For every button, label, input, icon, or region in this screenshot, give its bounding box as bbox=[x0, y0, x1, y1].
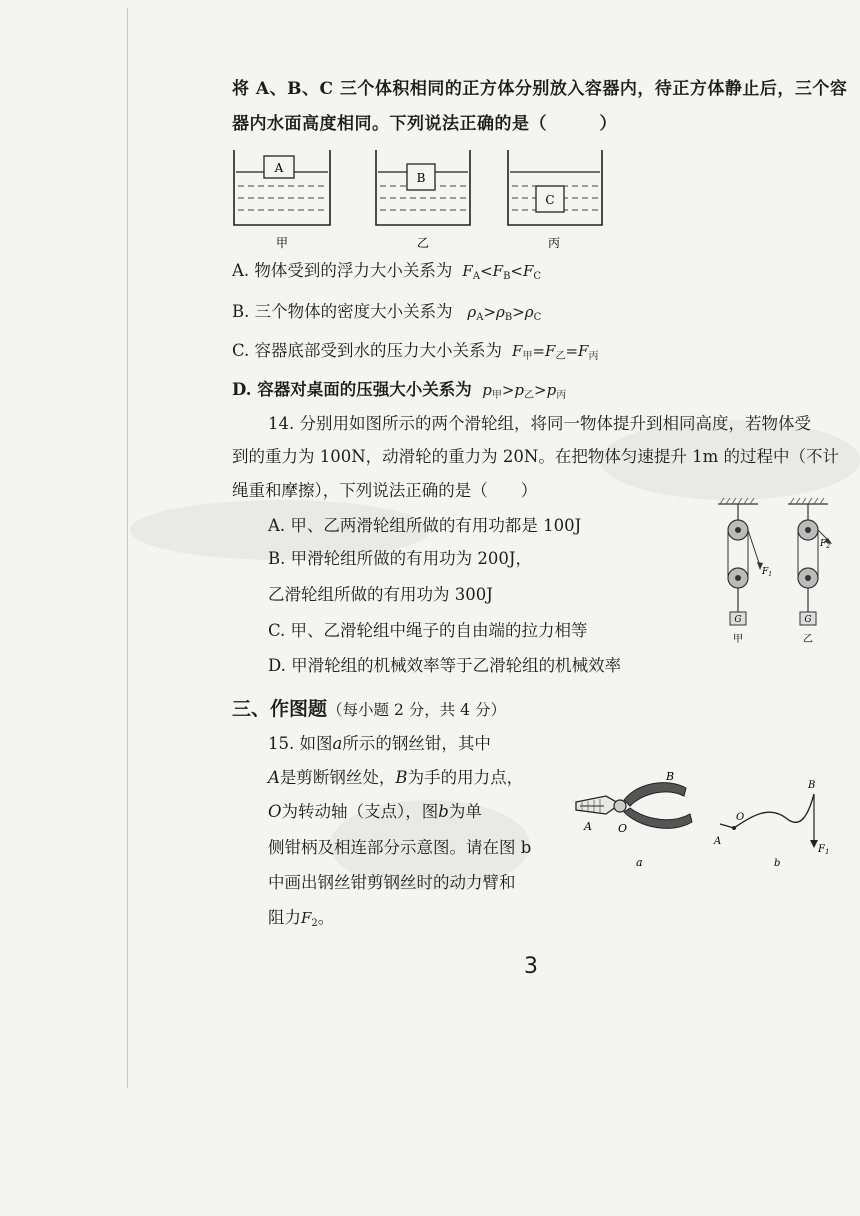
q14-option-d: D. 甲滑轮组的机械效率等于乙滑轮组的机械效率 bbox=[268, 656, 622, 675]
q15-line3 bbox=[268, 801, 482, 823]
q13-option-a-relation: $F_A<F_B<F_C$ bbox=[457, 262, 542, 282]
q13-option-d bbox=[232, 379, 566, 407]
left-pulley-caption: 甲 bbox=[733, 634, 743, 645]
q14-stem-line2: 到的重力为 100N，动滑轮的重力为 20N。在把物体匀速提升 1m 的过程中（不计 bbox=[232, 447, 839, 466]
q15-point-a: A bbox=[268, 768, 280, 787]
q15-line6 bbox=[268, 907, 334, 935]
left-force-label: $F_1$ bbox=[762, 567, 773, 578]
section-note: （每小题 2 分，共 4 分） bbox=[327, 701, 506, 719]
q15-line1 bbox=[268, 733, 491, 755]
q13-option-a-text: A. 物体受到的浮力大小关系为 bbox=[232, 261, 453, 280]
q15-point-b: B bbox=[395, 768, 408, 787]
container-caption-bing: 丙 bbox=[547, 236, 561, 250]
q15-line2 bbox=[268, 767, 523, 789]
section-heading bbox=[232, 698, 506, 721]
q13-option-c-text: C. 容器底部受到水的压力大小关系为 bbox=[232, 341, 503, 360]
q14-option-c: C. 甲、乙滑轮组中绳子的自由端的拉力相等 bbox=[268, 621, 588, 640]
page-fold-line bbox=[127, 8, 128, 1088]
q15-line1-text: 15. 如图 bbox=[268, 734, 333, 753]
q13-option-c-relation: $F_甲=F_乙=F_丙$ bbox=[507, 342, 599, 362]
block-b-label: B bbox=[416, 171, 426, 185]
q13-option-d-text: D. 容器对桌面的压强大小关系为 bbox=[232, 380, 472, 399]
container-yi bbox=[376, 150, 470, 250]
pliers-a-caption: a bbox=[636, 856, 643, 869]
q13-containers-figure bbox=[224, 140, 604, 256]
page-number: 3 bbox=[524, 954, 538, 979]
lever-b-label-O: O bbox=[736, 812, 745, 823]
q15-point-o: O bbox=[268, 802, 282, 821]
container-caption-jia: 甲 bbox=[275, 236, 289, 250]
q15-line6-pre: 阻力 bbox=[268, 908, 301, 927]
q14-option-b-line1: B. 甲滑轮组所做的有用功为 200J， bbox=[268, 549, 532, 568]
lever-b-label-B: B bbox=[808, 780, 816, 791]
lever-b-caption: b bbox=[774, 858, 781, 869]
right-pulley-caption: 乙 bbox=[803, 634, 813, 645]
right-force-label: $F_2$ bbox=[820, 539, 831, 550]
q15-line3-rest: 为转动轴（支点），图 bbox=[281, 802, 439, 821]
block-a-label: A bbox=[274, 161, 284, 175]
container-bing bbox=[508, 150, 602, 250]
q14-pulley-figure bbox=[712, 496, 842, 646]
q13-option-c bbox=[232, 340, 598, 368]
q13-stem-line2: 器内水面高度相同。下列说法正确的是（ ） bbox=[232, 114, 617, 134]
q13-option-b-relation: $\rho_A>\rho_B>\rho_C$ bbox=[457, 303, 542, 323]
section-title: 三、作图题 bbox=[232, 698, 328, 720]
q15-pliers-figure-a bbox=[568, 770, 708, 870]
q14-option-b-line2: 乙滑轮组所做的有用功为 300J bbox=[268, 585, 493, 604]
q13-option-b bbox=[232, 301, 541, 329]
lever-b-label-A: A bbox=[714, 836, 722, 847]
q13-stem-line1: 将 A、B、C 三个体积相同的正方体分别放入容器内，待正方体静止后，三个容 bbox=[232, 79, 848, 99]
q14-stem-line3: 绳重和摩擦），下列说法正确的是（ ） bbox=[232, 481, 538, 500]
q15-line3-rest2: 为单 bbox=[448, 802, 482, 821]
q15-line4: 侧钳柄及相连部分示意图。请在图 b bbox=[268, 838, 532, 857]
lever-b-force-label: $F_1$ bbox=[818, 844, 830, 856]
q15-line1-rest: 所示的钢丝钳，其中 bbox=[342, 734, 491, 753]
q15-fig-b-ref: b bbox=[438, 802, 449, 821]
q14-stem-line1: 14. 分别用如图所示的两个滑轮组，将同一物体提升到相同高度，若物体受 bbox=[268, 414, 811, 433]
q13-option-a bbox=[232, 260, 541, 288]
block-c-label: C bbox=[545, 193, 555, 207]
q15-force-f2-sub: 2 bbox=[311, 918, 318, 929]
q13-option-d-relation: $p_甲>p_乙>p_丙$ bbox=[477, 381, 567, 401]
pliers-a-label-B: B bbox=[666, 770, 675, 783]
q15-line2-rest2: 为手的用力点， bbox=[407, 768, 524, 787]
container-jia bbox=[234, 150, 330, 250]
q15-line2-rest: 是剪断钢丝处， bbox=[279, 768, 396, 787]
left-load-label: G bbox=[734, 615, 742, 625]
q15-line5: 中画出钢丝钳剪钢丝时的动力臂和 bbox=[268, 873, 516, 892]
q14-option-a: A. 甲、乙两滑轮组所做的有用功都是 100J bbox=[268, 516, 582, 535]
q15-line6-post: 。 bbox=[317, 908, 335, 927]
container-caption-yi: 乙 bbox=[416, 236, 430, 250]
pliers-a-label-A: A bbox=[584, 820, 592, 833]
q15-lever-figure-b bbox=[712, 770, 842, 870]
q13-option-b-text: B. 三个物体的密度大小关系为 bbox=[232, 302, 453, 321]
q15-force-f2: F bbox=[301, 909, 312, 927]
right-load-label: G bbox=[804, 615, 812, 625]
q15-fig-a-ref: a bbox=[332, 734, 343, 753]
pliers-a-label-O: O bbox=[618, 822, 628, 835]
